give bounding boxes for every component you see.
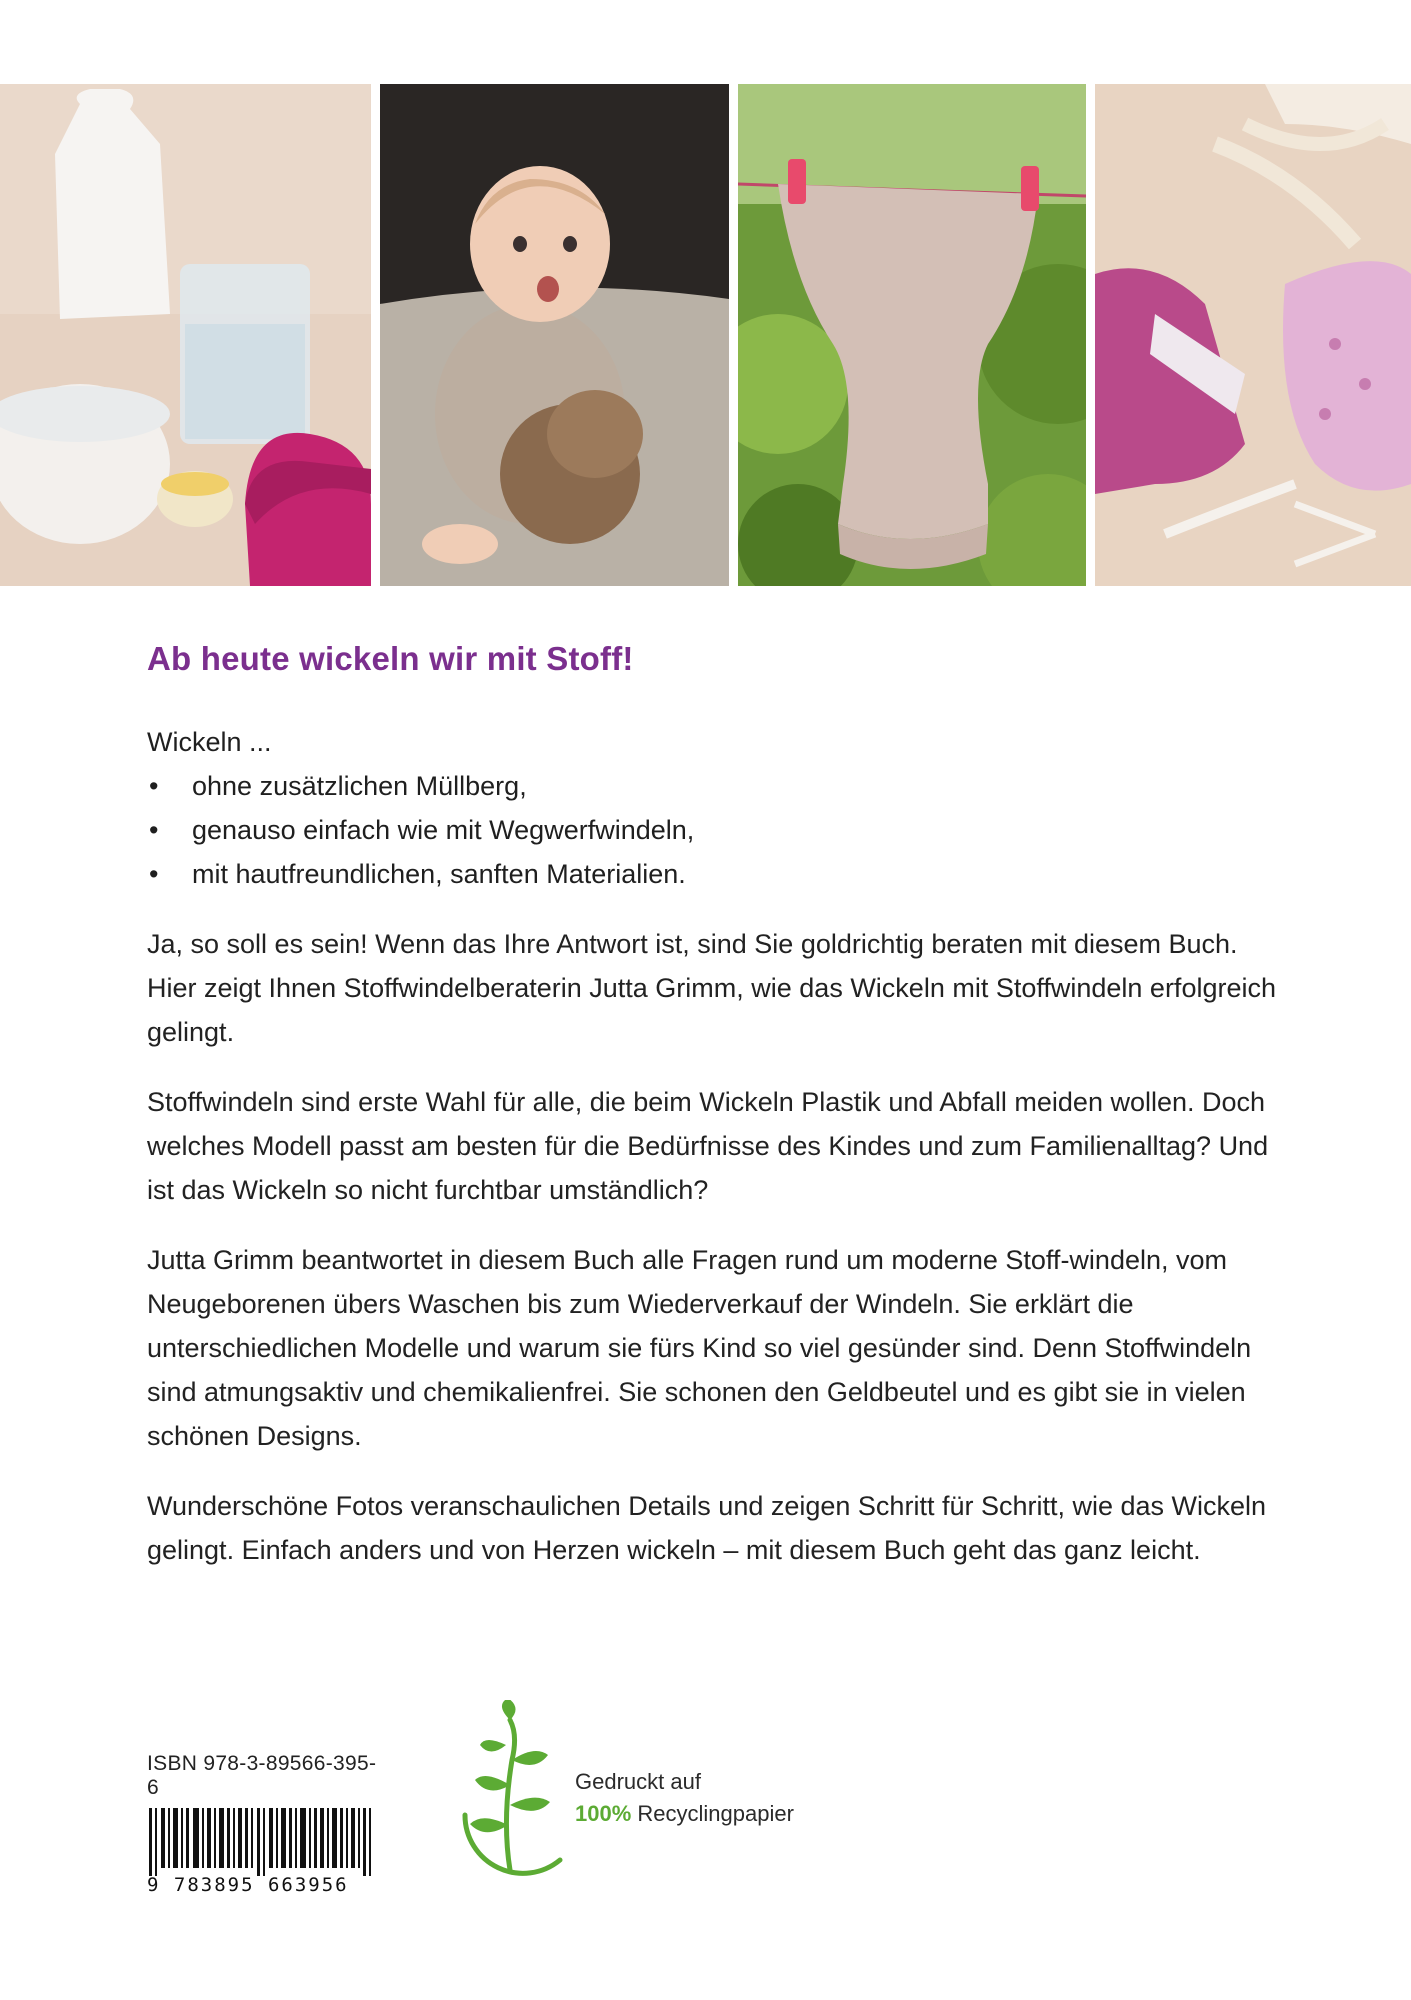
paragraph: Jutta Grimm beantwortet in diesem Buch alle Fragen rund um moderne Stoff-windeln, vom Neugeborenen übers Waschen bis zum Wiederverkauf der Windeln. Sie erklärt die unterschiedlichen Modelle und warum sie fürs Kind so viel gesünder sind. Denn Stoffwindeln sind atmungsaktiv und chemikalienfrei. Sie schonen den Geldbeutel und es gibt sie in vielen schönen Designs.: [147, 1245, 1252, 1451]
eco-line-1: Gedruckt auf: [575, 1769, 701, 1794]
isbn-label: ISBN 978-3-89566-395-6: [147, 1752, 377, 1799]
back-cover-text: [147, 640, 1277, 1598]
eco-highlight: 100%: [575, 1801, 632, 1826]
photo-cleaning-supplies: [0, 84, 371, 586]
list-item: • genauso einfach wie mit Wegwerfwindeln,: [147, 808, 1277, 852]
list-item: • mit hautfreundlichen, sanften Materialien.: [147, 852, 1277, 896]
list-item: • ohne zusätzlichen Müllberg,: [147, 764, 1277, 808]
recycling-paper-badge: [440, 1700, 860, 1880]
bullet-glyph: •: [149, 859, 159, 889]
paragraph: Wunderschöne Fotos veranschaulichen Details und zeigen Schritt für Schritt, wie das Wickeln gelingt. Einfach anders und von Herzen wickeln – mit diesem Buch geht das ganz leicht.: [147, 1491, 1267, 1565]
isbn-block: [147, 1752, 387, 1896]
eco-line-2: 100% Recyclingpapier: [575, 1801, 794, 1826]
photo-diaper-on-line: [738, 84, 1086, 586]
intro-text: Wickeln ...: [147, 727, 272, 757]
photo-baby-with-teddy: [380, 84, 729, 586]
photo-diaper-accessories: [1095, 84, 1411, 586]
headline: Ab heute wickeln wir mit Stoff!: [147, 640, 634, 677]
photo-strip: [0, 84, 1411, 586]
paragraph: Stoffwindeln sind erste Wahl für alle, die beim Wickeln Plastik und Abfall meiden wollen. Doch welches Modell passt am besten für die Bedürfnisse des Kindes und zum Familienalltag? Und ist das Wickeln so nicht furchtbar umständlich?: [147, 1087, 1269, 1205]
bullet-glyph: •: [149, 815, 159, 845]
leaf-plant-icon: [440, 1700, 570, 1880]
barcode-icon: [147, 1808, 387, 1876]
paragraph: Ja, so soll es sein! Wenn das Ihre Antwort ist, sind Sie goldrichtig beraten mit diesem Buch. Hier zeigt Ihnen Stoffwindelberaterin Jutta Grimm, wie das Wickeln mit Stoffwindeln erfolgreich gelingt.: [147, 929, 1276, 1047]
eco-text: [575, 1766, 794, 1830]
bullet-list: [147, 764, 1277, 896]
bullet-glyph: •: [149, 771, 159, 801]
barcode-digits: 9 783895 663956: [147, 1874, 349, 1896]
